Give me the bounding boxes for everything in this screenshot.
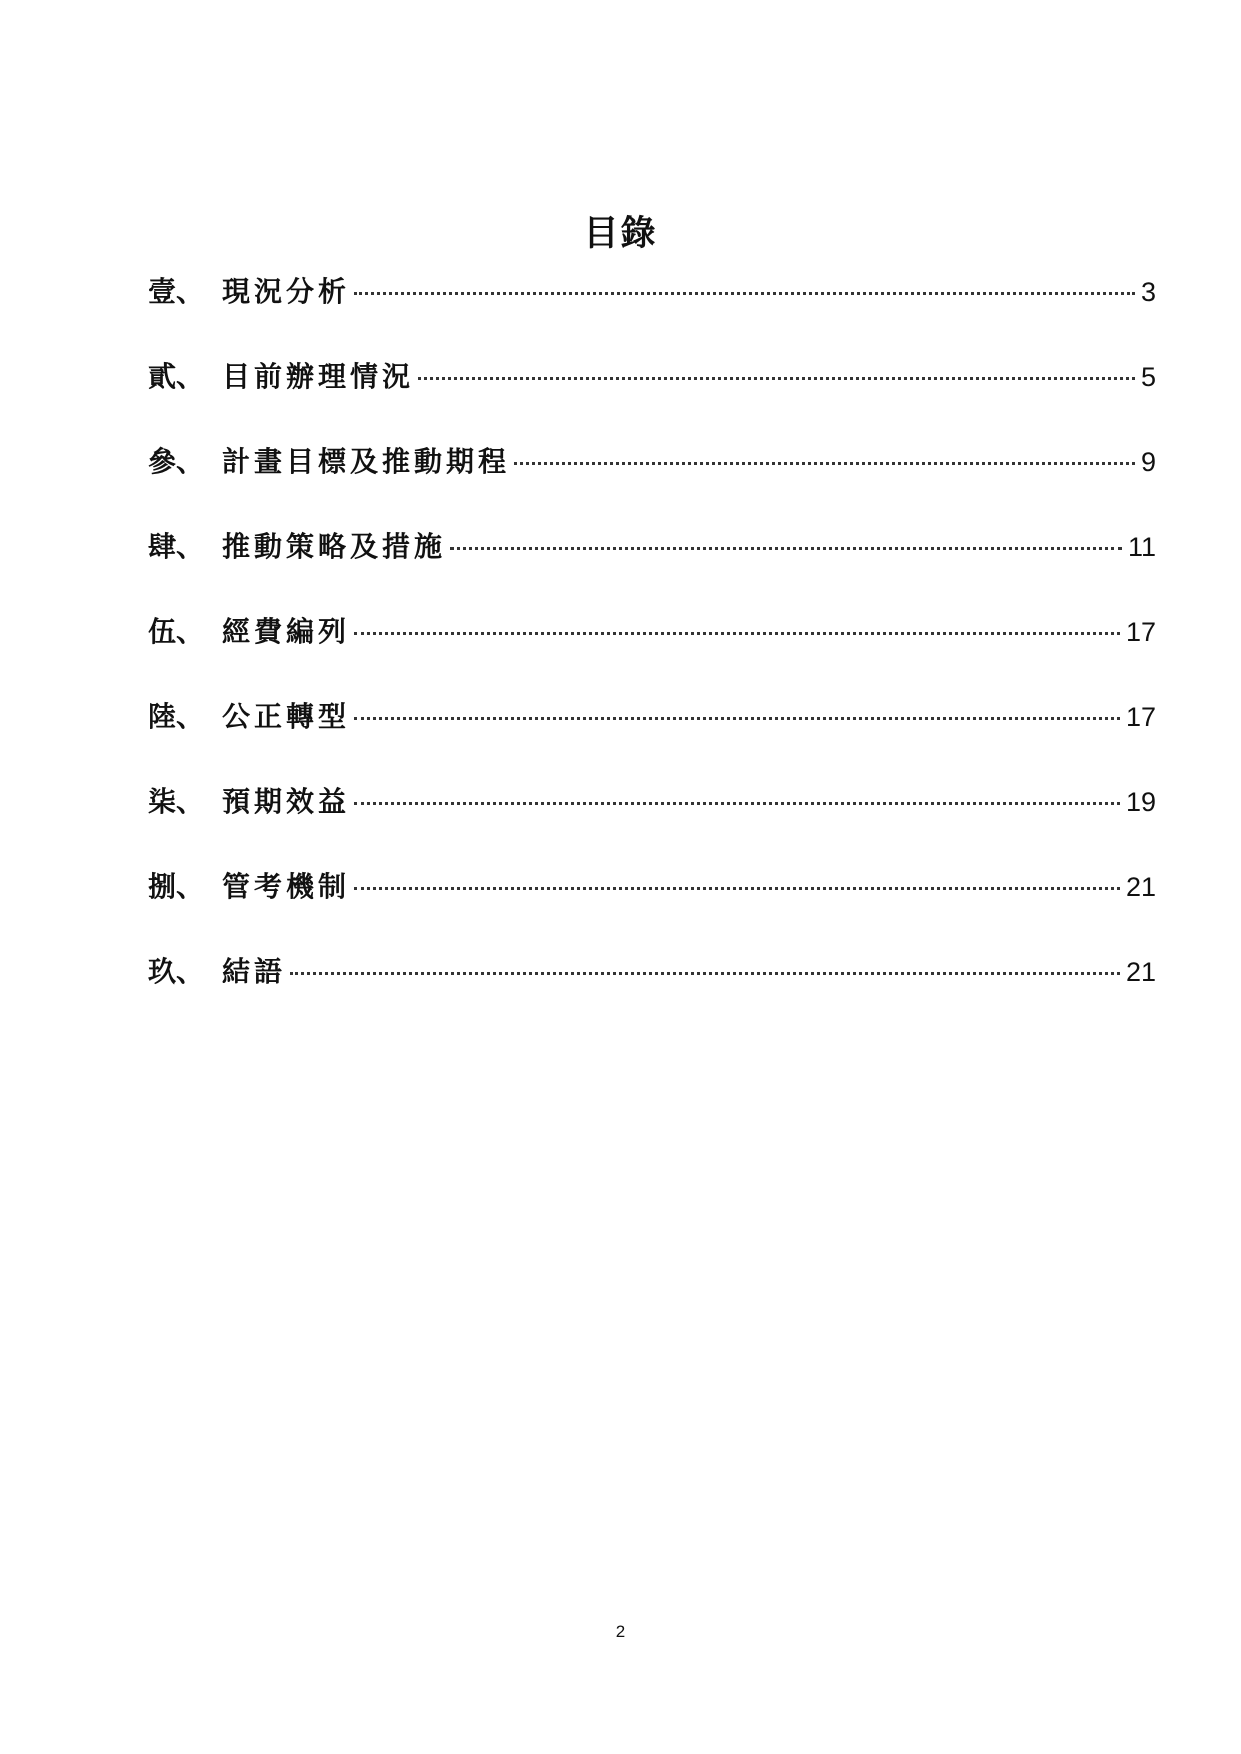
toc-entry-3[interactable] bbox=[148, 442, 1156, 527]
toc-dot-leader bbox=[514, 462, 1135, 465]
toc-entry-page: 19 bbox=[1125, 787, 1156, 817]
toc-entry-8[interactable] bbox=[148, 867, 1156, 952]
toc-entry-5[interactable] bbox=[148, 612, 1156, 697]
toc-entry-page: 3 bbox=[1140, 277, 1156, 307]
toc-dot-leader bbox=[354, 632, 1120, 635]
toc-dot-leader bbox=[354, 292, 1135, 295]
toc-entry-7[interactable] bbox=[148, 782, 1156, 867]
toc-entry-number: 陸、 bbox=[148, 700, 205, 733]
toc-entry-number: 貳、 bbox=[148, 360, 205, 393]
toc-entry-9[interactable] bbox=[148, 952, 1156, 1037]
toc-entry-title: 預期效益 bbox=[222, 785, 351, 818]
toc-entry-4[interactable] bbox=[148, 527, 1156, 612]
toc-entry-title: 現況分析 bbox=[222, 275, 351, 308]
toc-entry-page: 17 bbox=[1125, 617, 1156, 647]
toc-entry-title: 結語 bbox=[222, 955, 287, 988]
toc-title: 目錄 bbox=[583, 213, 658, 254]
toc-dot-leader bbox=[354, 887, 1120, 890]
toc-entry-title: 計畫目標及推動期程 bbox=[222, 445, 511, 478]
page-number: 2 bbox=[615, 1622, 626, 1641]
toc-entry-number: 伍、 bbox=[148, 615, 205, 648]
toc-entry-page: 11 bbox=[1127, 532, 1156, 562]
table-of-contents bbox=[148, 272, 1156, 1037]
toc-dot-leader bbox=[354, 802, 1120, 805]
toc-entry-page: 5 bbox=[1140, 362, 1156, 392]
toc-entry-number: 玖、 bbox=[148, 955, 205, 988]
toc-entry-6[interactable] bbox=[148, 697, 1156, 782]
toc-entry-page: 21 bbox=[1125, 872, 1156, 902]
toc-dot-leader bbox=[418, 377, 1135, 380]
toc-entry-1[interactable] bbox=[148, 272, 1156, 357]
toc-entry-title: 經費編列 bbox=[222, 615, 351, 648]
toc-entry-2[interactable] bbox=[148, 357, 1156, 442]
toc-dot-leader bbox=[354, 717, 1120, 720]
toc-entry-page: 17 bbox=[1125, 702, 1156, 732]
toc-entry-title: 推動策略及措施 bbox=[222, 530, 447, 563]
toc-dot-leader bbox=[290, 972, 1120, 975]
toc-entry-number: 柒、 bbox=[148, 785, 205, 818]
toc-entry-number: 肆、 bbox=[148, 530, 205, 563]
toc-entry-page: 9 bbox=[1140, 447, 1156, 477]
toc-entry-title: 管考機制 bbox=[222, 870, 351, 903]
toc-entry-number: 壹、 bbox=[148, 275, 205, 308]
toc-entry-page: 21 bbox=[1125, 957, 1156, 987]
toc-entry-number: 參、 bbox=[148, 445, 205, 478]
toc-entry-title: 公正轉型 bbox=[222, 700, 351, 733]
toc-dot-leader bbox=[450, 547, 1122, 550]
toc-entry-title: 目前辦理情況 bbox=[222, 360, 415, 393]
toc-entry-number: 捌、 bbox=[148, 870, 205, 903]
